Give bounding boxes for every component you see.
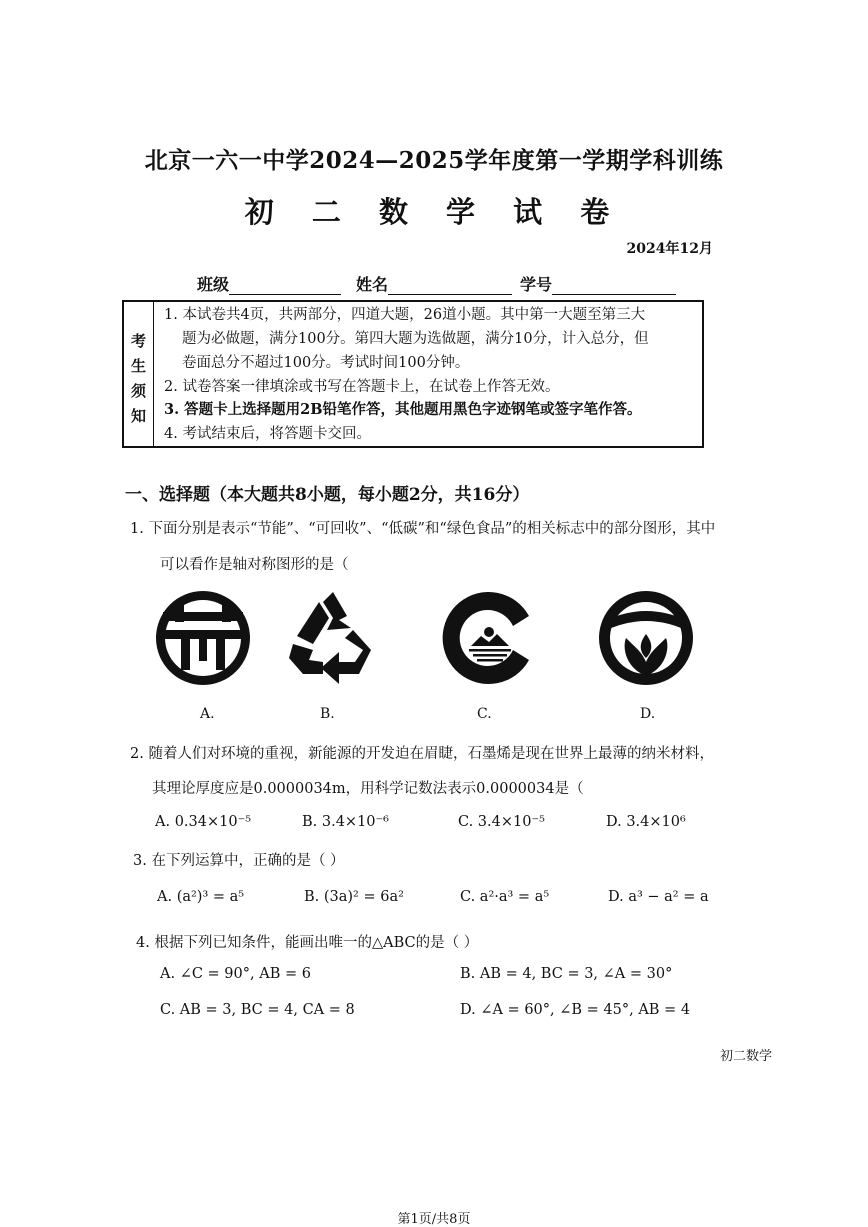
- notice-item: 4. 考试结束后，将答题卡交回。: [164, 426, 371, 442]
- q2-option-c: C. 3.4×10⁻⁵: [458, 814, 545, 830]
- q2-option-d: D. 3.4×10⁶: [606, 814, 686, 830]
- option-a-label: A.: [200, 706, 215, 722]
- section-heading: 一、选择题（本大题共8小题，每小题2分，共16分）: [125, 485, 530, 505]
- option-b-label: B.: [320, 706, 335, 722]
- question-1-text: 1. 下面分别是表示“节能”、“可回收”、“低碳”和“绿色食品”的相关标志中的部分图形，其中: [130, 521, 716, 537]
- class-label: 班级: [197, 275, 230, 294]
- class-blank: [229, 276, 341, 295]
- notice-char: 知: [131, 407, 147, 425]
- recycle-logo-icon: [283, 588, 383, 688]
- q2-option-a: A. 0.34×10⁻⁵: [155, 814, 252, 830]
- option-c-label: C.: [477, 706, 492, 722]
- option-d-label: D.: [640, 706, 656, 722]
- question-3-text: 3. 在下列运算中，正确的是（ ）: [133, 853, 345, 869]
- q4-option-c: C. AB = 3, BC = 4, CA = 8: [160, 1002, 355, 1018]
- id-field: [520, 272, 676, 295]
- id-blank: [552, 276, 676, 295]
- question-4-text: 4. 根据下列已知条件，能画出唯一的△ABC的是（ ）: [136, 935, 479, 951]
- q2-option-b: B. 3.4×10⁻⁶: [302, 814, 389, 830]
- name-blank: [388, 276, 512, 295]
- name-field: [356, 272, 512, 295]
- question-1-text-cont: 可以看作是轴对称图形的是（: [160, 557, 349, 573]
- page-number: 第1页/共8页: [397, 1212, 471, 1227]
- school-title: 北京一六一中学2024—2025学年度第一学期学科训练: [144, 147, 724, 174]
- green-food-logo-icon: [596, 588, 696, 688]
- exam-date: 2024年12月: [626, 241, 713, 257]
- footer-subject: 初二数学: [720, 1049, 773, 1064]
- notice-item: 卷面总分不超过100分。考试时间100分钟。: [182, 355, 470, 371]
- notice-item: 题为必做题，满分100分。第四大题为选做题，满分10分，计入总分，但: [182, 331, 649, 347]
- q3-option-b: B. (3a)² = 6a²: [304, 889, 404, 905]
- name-label: 姓名: [356, 275, 389, 294]
- notice-item: 2. 试卷答案一律填涂或书写在答题卡上，在试卷上作答无效。: [164, 379, 560, 395]
- notice-char: 须: [131, 382, 147, 400]
- q4-option-a: A. ∠C = 90°, AB = 6: [160, 966, 311, 982]
- q3-option-c: C. a²·a³ = a⁵: [460, 889, 550, 905]
- q3-option-d: D. a³ − a² = a: [608, 889, 709, 905]
- q4-option-b: B. AB = 4, BC = 3, ∠A = 30°: [460, 966, 673, 982]
- exam-notice-box: [122, 300, 704, 448]
- question-2-text: 2. 随着人们对环境的重视，新能源的开发迫在眉睫，石墨烯是现在世界上最薄的纳米材料，: [130, 746, 714, 762]
- exam-title: 初 二 数 学 试 卷: [244, 195, 624, 229]
- q4-option-d: D. ∠A = 60°, ∠B = 45°, AB = 4: [460, 1002, 691, 1018]
- low-carbon-logo-icon: [437, 588, 537, 688]
- notice-side-label: [124, 302, 154, 446]
- question-2-text-cont: 其理论厚度应是0.0000034m，用科学记数法表示0.0000034是（: [152, 781, 584, 797]
- id-label: 学号: [520, 275, 553, 294]
- notice-char: 考: [131, 332, 147, 350]
- notice-item: 3. 答题卡上选择题用2B铅笔作答，其他题用黑色字迹钢笔或签字笔作答。: [164, 401, 642, 418]
- notice-char: 生: [131, 357, 147, 375]
- notice-item: 1. 本试卷共4页，共两部分，四道大题，26道小题。其中第一大题至第三大: [164, 307, 646, 323]
- energy-saving-logo-icon: [153, 588, 253, 688]
- class-field: [197, 272, 341, 295]
- q3-option-a: A. (a²)³ = a⁵: [157, 889, 245, 905]
